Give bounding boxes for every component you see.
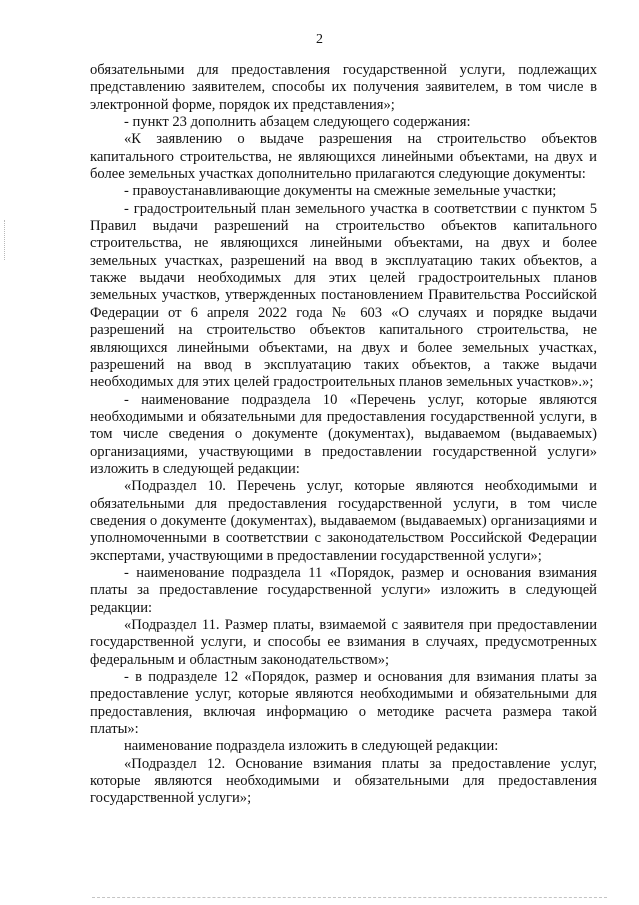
paragraph-subsection-12-new: «Подраздел 12. Основание взимания платы за предоставление услуг, которые являются необходимыми и обязательными для предоставления государственной услуги»;	[90, 755, 597, 807]
paragraph-urban-plan: - градостроительный план земельного участка в соответствии с пунктом 5 Правил выдачи разрешений на строительство объектов капитального строительства, не являющихся линейными объектами, на двух и более земельных участках, разрешений на ввод в эксплуатацию таких объектов, а также выдачи необходимых для этих целей градостроительных планов земельных участков, утвержденных постановлением Правительства Российской Федерации от 6 апреля 2022 года № 603 «О случаях и порядке выдачи разрешений на строительство объектов капитального строительства, не являющихся линейными объектами, на двух и более земельных участках, разрешений на ввод в эксплуатацию таких объектов, а также выдачи необходимых для этих целей градостроительных планов земельных участков».»;	[90, 200, 597, 391]
paragraph-subsection-12-name-change: наименование подраздела изложить в следующей редакции:	[124, 738, 499, 755]
document-body	[90, 62, 597, 808]
paragraph-subsection-11-name: - наименование подраздела 11 «Порядок, размер и основания взимания платы за предоставление государственной услуги» изложить в следующей редакции:	[90, 564, 597, 616]
paragraph-subsection-12-intro: - в подразделе 12 «Порядок, размер и основания для взимания платы за предоставление услуг, которые являются необходимыми и обязательными для предоставления, включая информацию о методике расчета размера такой платы»:	[90, 669, 597, 738]
page-number: 2	[316, 32, 323, 47]
paragraph-title-documents: - правоустанавливающие документы на смежные земельные участки;	[124, 183, 557, 200]
paragraph-subsection-10-name: - наименование подраздела 10 «Перечень услуг, которые являются необходимыми и обязательными для предоставления государственной услуги, в том числе сведения о документе (документах), выдаваемом (выдаваемых) организациями, участвующими в предоставлении государственной услуги» изложить в следующей редакции:	[90, 391, 597, 477]
paragraph-continuation: обязательными для предоставления государственной услуги, подлежащих представлению заявителем, способы их получения заявителем, в том числе в электронной форме, порядок их представления»;	[90, 62, 597, 113]
paragraph-point-23: - пункт 23 дополнить абзацем следующего содержания:	[124, 114, 471, 131]
scan-bottom-line	[92, 897, 607, 898]
paragraph-subsection-10-new: «Подраздел 10. Перечень услуг, которые являются необходимыми и обязательными для предоставления государственной услуги, в том числе сведения о документе (документах), выдаваемом (выдаваемых) организациями и уполномоченными в соответствии с законодательством Российской Федерации экспертами, участвующими в предоставлении государственной услуги»;	[90, 478, 597, 564]
paragraph-subsection-11-new: «Подраздел 11. Размер платы, взимаемой с заявителя при предоставлении государственной услуги, и способы ее взимания в случаях, предусмотренных федеральным и областным законодательством»;	[90, 617, 597, 668]
paragraph-application-documents: «К заявлению о выдаче разрешения на строительство объектов капитального строительства, не являющихся линейными объектами, на двух и более земельных участках дополнительно прилагаются следующие документы:	[90, 131, 597, 183]
scan-edge-marks	[4, 220, 8, 260]
